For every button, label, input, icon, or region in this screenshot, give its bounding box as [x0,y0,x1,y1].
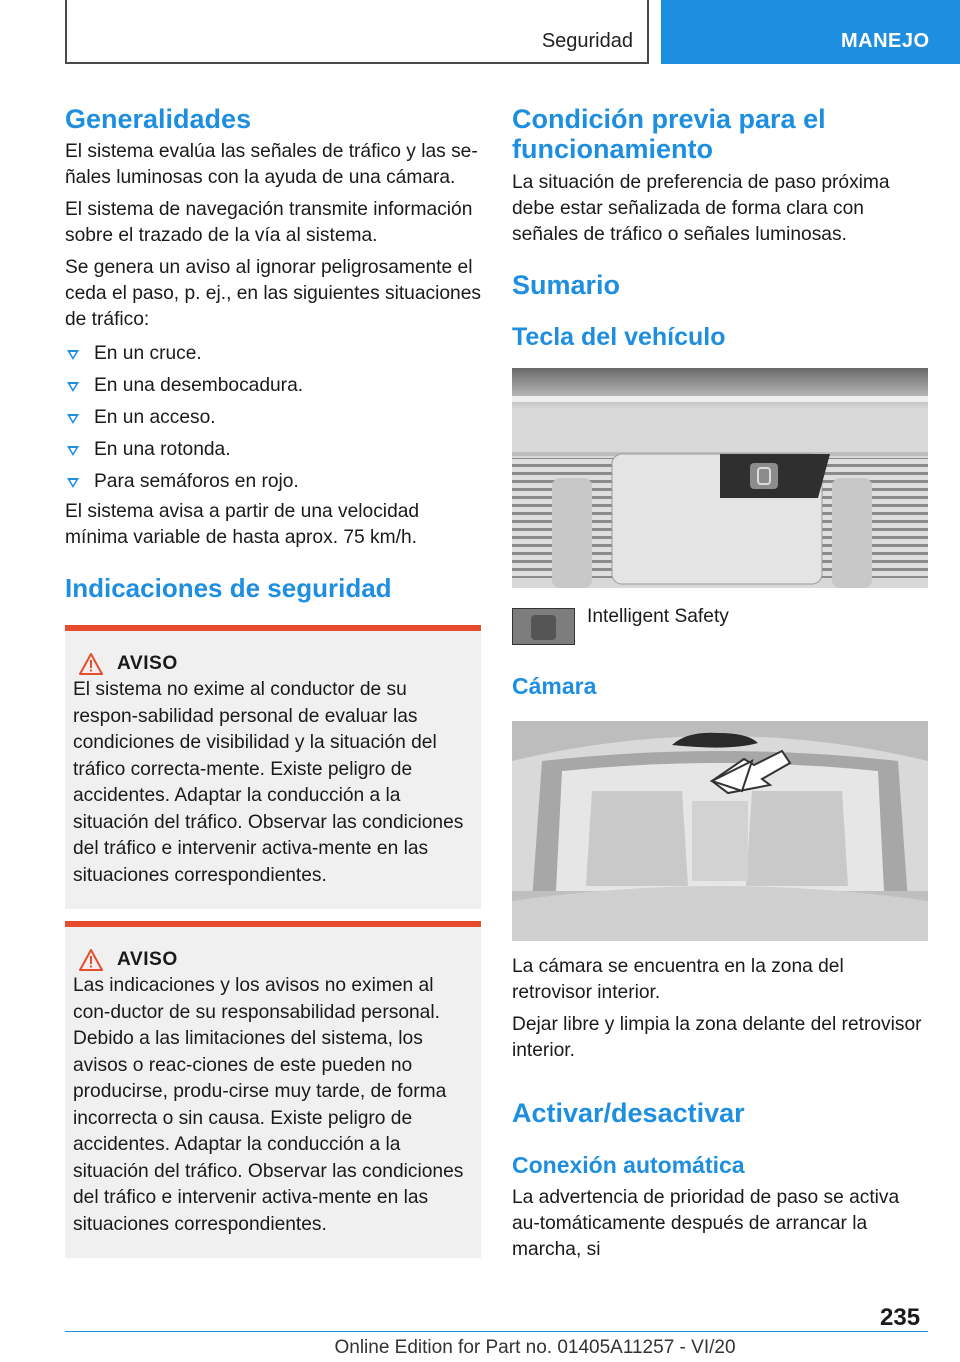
warning-triangle-icon [79,653,103,675]
list-item: En una rotonda. [65,437,481,463]
key-caption-row [512,608,928,645]
situations-list [65,341,481,495]
camera-location-image [512,721,928,941]
heading-activar-desactivar: Activar/desactivar [512,1098,745,1128]
heading-tecla-vehiculo: Tecla del vehículo [512,323,726,351]
triangle-bullet-icon [67,414,79,424]
left-column [65,100,481,1258]
edition-footer: Online Edition for Part no. 01405A11257 - VI/20 [334,1337,736,1358]
warning-text: El sistema no exime al conductor de su respon‐sabilidad personal de evaluar las condiciones de visibilidad y la situación del tráfico correcta‐mente. Existe peligro de accidentes. Adaptar la conducción a la situación del tráfico. Observar las condiciones del tráfico e intervenir activa‐mente en las situaciones correspondientes. [73,679,464,886]
paragraph-general-1: El sistema evalúa las señales de tráfico y las se‐ñales luminosas con la ayuda de una cámara. [65,141,478,188]
list-item: En una desembocadura. [65,373,481,399]
paragraph-general-2: El sistema de navegación transmite información sobre el trazado de la vía al sistema. [65,199,473,246]
heading-sumario: Sumario [512,270,621,300]
warning-box-2 [65,921,481,1258]
triangle-bullet-icon [67,350,79,360]
heading-generalidades: Generalidades [65,104,252,134]
paragraph-general-3: Se genera un aviso al ignorar peligrosamente el ceda el paso, p. ej., en las siguientes situaciones de tráfico: [65,257,481,330]
heading-indicaciones-seguridad: Indicaciones de seguridad [65,573,392,603]
triangle-bullet-icon [67,478,79,488]
list-item: En un cruce. [65,341,481,367]
warning-title-row [79,653,473,675]
warning-title: AVISO [117,949,178,970]
triangle-bullet-icon [67,446,79,456]
page-number: 235 [880,1304,921,1331]
paragraph-camera-2: Dejar libre y limpia la zona delante del retrovisor interior. [512,1014,922,1061]
triangle-bullet-icon [67,382,79,392]
header-chapter-tab [661,0,960,64]
paragraph-general-4: El sistema avisa a partir de una velocidad mínima variable de hasta aprox. 75 km/h. [65,501,420,548]
warning-title: AVISO [117,653,178,674]
key-caption: Intelligent Safety [587,606,729,627]
heading-condicion-previa: Condición previa para el funcionamiento [512,104,826,164]
intelligent-safety-button-icon [512,608,575,645]
vehicle-button-image [512,368,928,588]
right-column [512,100,928,1263]
header-chapter-label: MANEJO [841,30,930,52]
heading-camara: Cámara [512,673,597,699]
header-section-title: Seguridad [541,30,633,52]
heading-conexion-automatica: Conexión automática [512,1152,745,1178]
warning-box-1 [65,625,481,909]
list-item: En un acceso. [65,405,481,431]
list-item: Para semáforos en rojo. [65,469,481,495]
warning-title-row [79,949,473,971]
paragraph-camera-1: La cámara se encuentra en la zona del retrovisor interior. [512,956,844,1003]
warning-text: Las indicaciones y los avisos no eximen al con‐ductor de su responsabilidad personal. Debido a las limitaciones del sistema, los avisos o reac‐ciones de este pueden no producirse, produ‐cirse muy tarde, de forma incorrecta o sin causa. Existe peligro de accidentes. Adaptar la conducción a la situación del tráfico. Observar las condiciones del tráfico e intervenir activa‐mente en las situaciones correspondientes. [73,975,464,1235]
warning-triangle-icon [79,949,103,971]
footer-rule [65,1331,928,1332]
paragraph-auto: La advertencia de prioridad de paso se activa au‐tomáticamente después de arrancar la marcha, si [512,1187,900,1260]
header-section-box [65,0,649,64]
paragraph-condition: La situación de preferencia de paso próxima debe estar señalizada de forma clara con señales de tráfico o señales luminosas. [512,172,890,245]
